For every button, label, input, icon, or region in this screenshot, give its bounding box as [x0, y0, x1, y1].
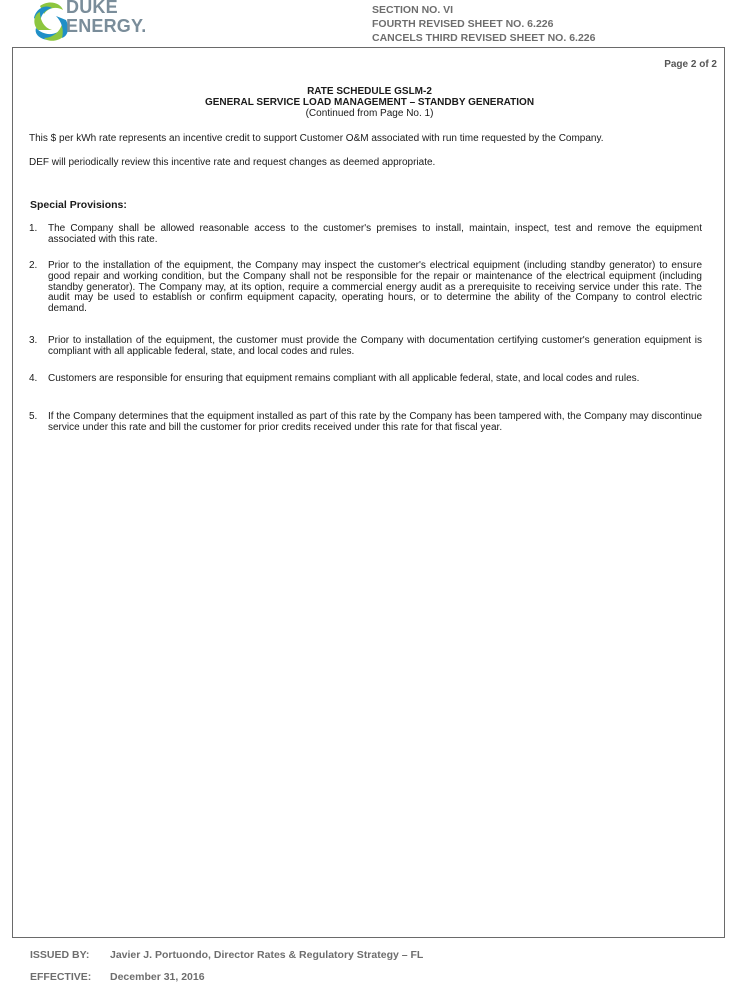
rate-schedule-title	[0, 86, 739, 119]
provision-text: If the Company determines that the equipment installed as part of this rate by the Company has been tampered with, the Company may discontinue service under this rate and bill the customer for prior credits received under this rate for that fiscal year.	[48, 411, 702, 433]
logo-wordmark	[66, 0, 146, 36]
provision-number: 3.	[29, 335, 38, 346]
provision-text: Prior to the installation of the equipment, the Company may inspect the customer's electrical equipment (including standby generator) to ensure good repair and working condition, but the Company shall not be responsible for the repair or maintenance of the electrical equipment (including standby generator). The Company may, at its option, require a commercial energy audit as a prerequisite to receiving service under this rate. The audit may be used to establish or confirm equipment capacity, operating hours, or to determine the ability of the Company to control electric demand.	[48, 260, 702, 315]
special-provisions-heading: Special Provisions:	[30, 199, 127, 211]
effective-value: December 31, 2016	[110, 971, 205, 983]
logo-line1: DUKE	[66, 0, 118, 17]
issued-by-label: ISSUED BY:	[30, 949, 90, 961]
provision-text: Prior to installation of the equipment, the customer must provide the Company with documentation certifying customer's generation equipment is compliant with all applicable federal, state, and local codes and rules.	[48, 335, 702, 357]
provision-number: 5.	[29, 411, 38, 422]
cancels-sheet: CANCELS THIRD REVISED SHEET NO. 6.226	[372, 32, 596, 44]
provision-number: 4.	[29, 373, 38, 384]
title-line1: RATE SCHEDULE GSLM-2	[307, 86, 432, 97]
intro-paragraph-2: DEF will periodically review this incentive rate and request changes as deemed appropriate.	[29, 157, 436, 168]
title-line3: (Continued from Page No. 1)	[305, 108, 434, 119]
provision-number: 2.	[29, 260, 38, 271]
provision-text: Customers are responsible for ensuring that equipment remains compliant with all applicable federal, state, and local codes and rules.	[48, 373, 640, 384]
page-number: Page 2 of 2	[664, 59, 717, 70]
provision-number: 1.	[29, 223, 38, 234]
section-number: SECTION NO. VI	[372, 4, 454, 16]
logo-line2: ENERGY.	[66, 16, 147, 36]
provision-text: The Company shall be allowed reasonable access to the customer's premises to install, maintain, inspect, test and remove the equipment associated with this rate.	[48, 223, 702, 245]
intro-paragraph-1: This $ per kWh rate represents an incentive credit to support Customer O&M associated with run time requested by the Company.	[29, 133, 604, 144]
issued-by	[30, 949, 423, 961]
sheet-header	[372, 3, 595, 45]
title-line2: GENERAL SERVICE LOAD MANAGEMENT – STANDBY GENERATION	[204, 97, 535, 108]
issued-by-value: Javier J. Portuondo, Director Rates & Regulatory Strategy – FL	[110, 949, 424, 961]
effective-date	[30, 971, 205, 983]
sheet-number: FOURTH REVISED SHEET NO. 6.226	[372, 18, 554, 30]
effective-label: EFFECTIVE:	[30, 971, 92, 983]
page-frame	[12, 47, 725, 938]
